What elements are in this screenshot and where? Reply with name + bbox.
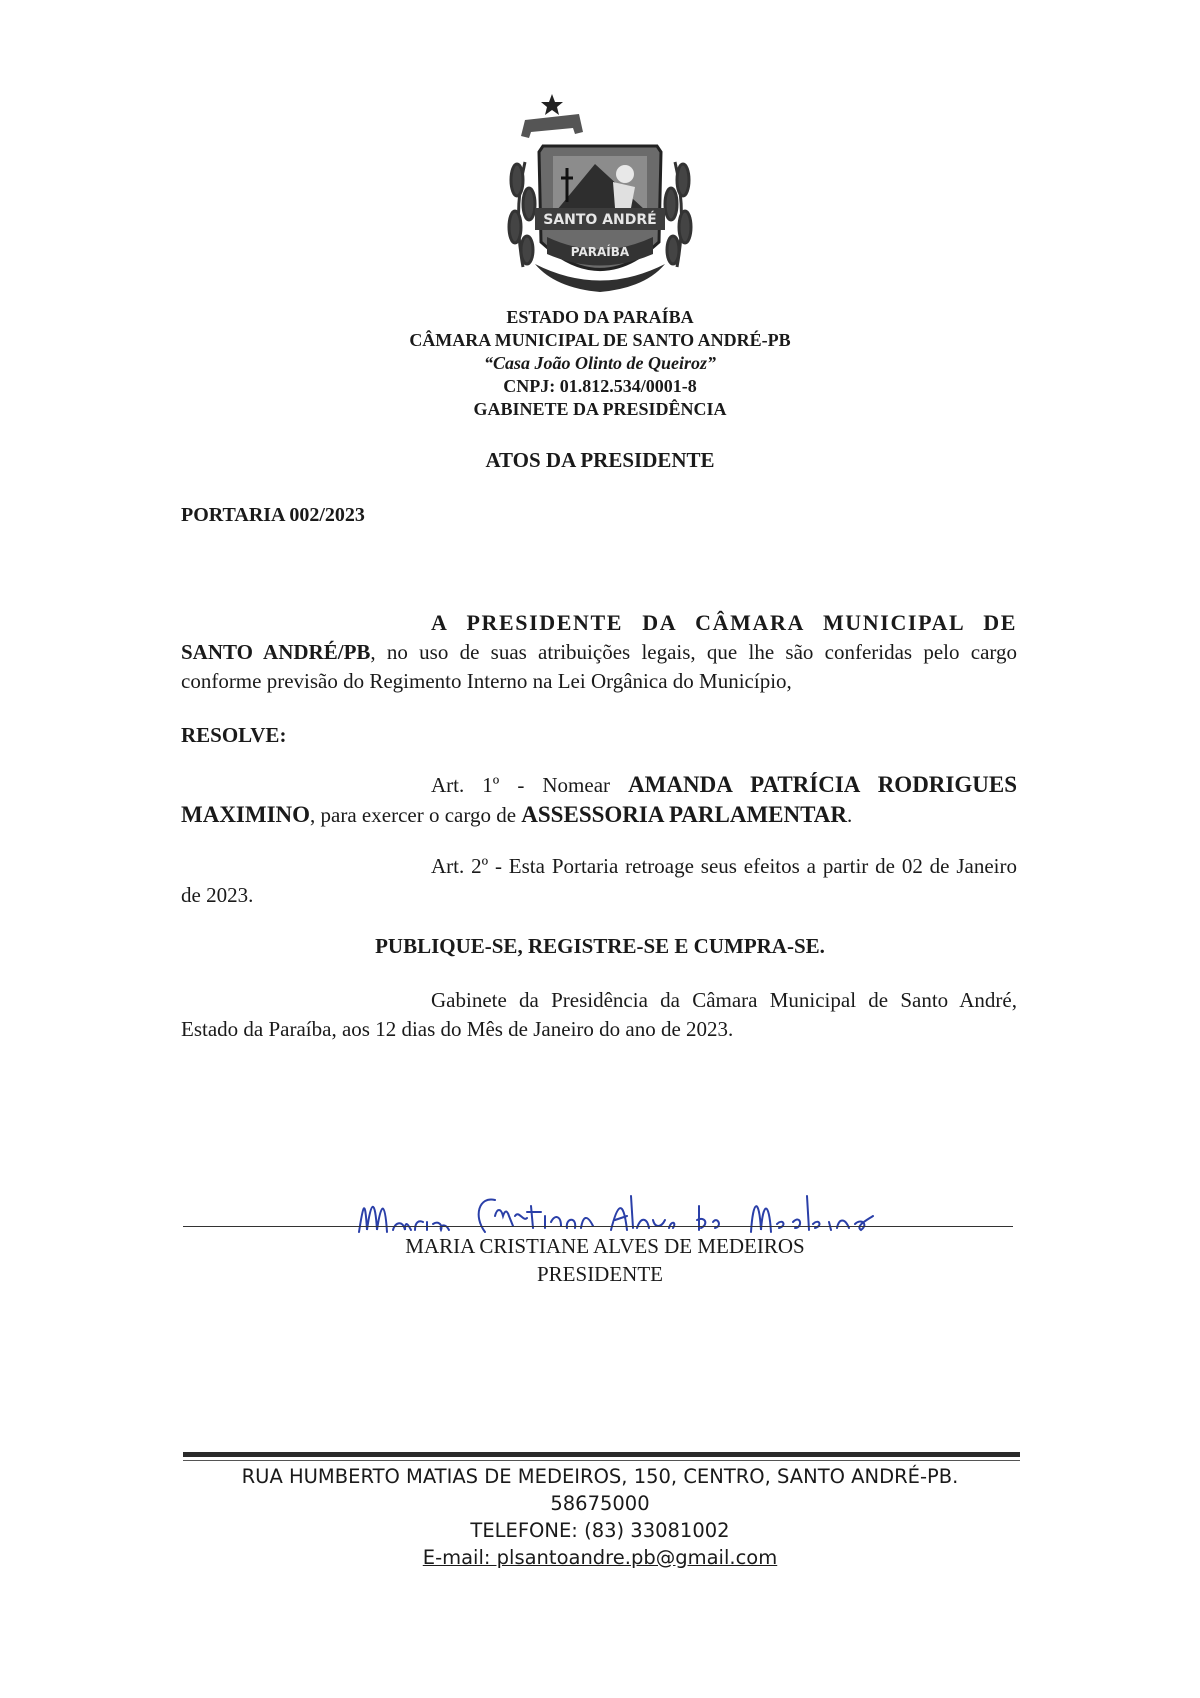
art2-text: Art. 2º - Esta Portaria retroage seus efeitos a partir de 02 de Janeiro de 2023.	[181, 854, 1017, 907]
state-heading: ESTADO DA PARAÍBA	[506, 307, 694, 327]
article-2	[181, 852, 1017, 910]
footer-divider	[183, 1452, 1020, 1457]
signer-block	[0, 1232, 1200, 1288]
article-1	[181, 770, 1017, 830]
intro-paragraph	[181, 608, 1017, 696]
signature-line	[183, 1226, 1013, 1227]
office-heading: GABINETE DA PRESIDÊNCIA	[473, 399, 727, 419]
motto: “Casa João Olinto de Queiroz”	[483, 353, 717, 373]
footer-divider-thin	[183, 1460, 1020, 1461]
document-header	[0, 306, 1200, 421]
appointee-name: AMANDA PATRÍCIA RODRIGUES MAXIMINO	[181, 772, 1017, 827]
municipal-coat-of-arms	[495, 92, 705, 307]
footer-address: RUA HUMBERTO MATIAS DE MEDEIROS, 150, CENTRO, SANTO ANDRÉ-PB.	[241, 1465, 959, 1488]
art1-prefix: Art. 1º - Nomear	[431, 773, 629, 797]
crest-banner-top: SANTO ANDRÉ	[543, 212, 657, 228]
art1-middle: , para exercer o cargo de	[310, 803, 522, 827]
resolve-heading: RESOLVE:	[181, 723, 287, 747]
intro-rest: , no uso de suas atribuições legais, que lhe são conferidas pelo cargo conforme previsão do Regimento Interno na Lei Orgânica do Município,	[181, 640, 1018, 693]
portaria-number: PORTARIA 002/2023	[181, 504, 365, 526]
intro-lead: A PRESIDENTE DA CÂMARA MUNICIPAL DE	[431, 610, 1017, 635]
footer-cep: 58675000	[550, 1492, 650, 1515]
cnpj: CNPJ: 01.812.534/0001-8	[503, 376, 697, 396]
publish-statement: PUBLIQUE-SE, REGISTRE-SE E CUMPRA-SE.	[375, 934, 825, 958]
footer-phone: TELEFONE: (83) 33081002	[470, 1519, 730, 1542]
chamber-heading: CÂMARA MUNICIPAL DE SANTO ANDRÉ-PB	[409, 330, 791, 350]
signer-title: PRESIDENTE	[537, 1262, 663, 1286]
art1-end: .	[846, 803, 853, 827]
appointed-role: ASSESSORIA PARLAMENTAR	[521, 802, 847, 827]
footer-email-link[interactable]: E-mail: plsantoandre.pb@gmail.com	[422, 1546, 778, 1569]
closing-text: Gabinete da Presidência da Câmara Municipal de Santo André, Estado da Paraíba, aos 12 dias do Mês de Janeiro do ano de 2023.	[181, 988, 1017, 1041]
footer-contact	[0, 1463, 1200, 1571]
acts-title: ATOS DA PRESIDENTE	[485, 448, 715, 472]
closing-paragraph	[181, 986, 1017, 1044]
intro-place: SANTO ANDRÉ/PB	[181, 640, 371, 664]
crest-banner-bottom: PARAÍBA	[570, 245, 630, 259]
signer-name: MARIA CRISTIANE ALVES DE MEDEIROS	[405, 1234, 805, 1258]
